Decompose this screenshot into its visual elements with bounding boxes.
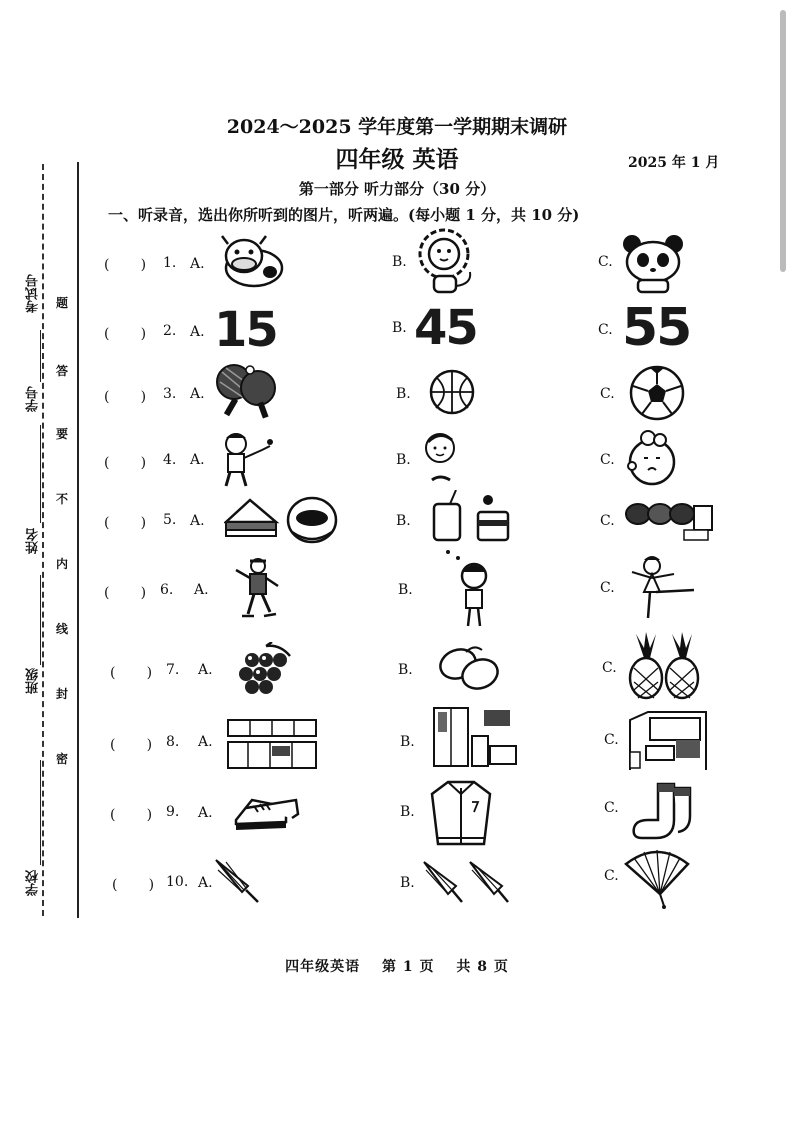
field-name-label: 姓名 [26, 528, 41, 554]
pineapples-icon [626, 630, 702, 702]
field-id-label: 学号 [26, 386, 41, 412]
part-heading: 第一部分 听力部分（30 分） [298, 180, 496, 198]
boy-icon [212, 428, 278, 490]
option-c-label: C. [600, 452, 615, 468]
jacket-icon [428, 778, 494, 846]
option-b-label: B. [400, 804, 415, 820]
field-school-label: 学校 [26, 870, 41, 896]
option-b-label: B. [396, 386, 411, 402]
answer-blank[interactable]: ( ) [112, 877, 155, 893]
kitchen-icon [226, 712, 318, 770]
panda-icon [620, 232, 686, 296]
seal-char: 线 [56, 622, 69, 636]
question-number: 7. [166, 662, 180, 678]
option-b-label: B. [396, 452, 411, 468]
cow-icon [214, 232, 286, 290]
option-a-label: A. [198, 662, 213, 678]
fan-icon [622, 846, 692, 910]
field-exam-number-label: 考试号 [26, 274, 41, 313]
exam-title: 2024～2025 学年度第一学期期末调研 [226, 116, 568, 138]
binding-line [77, 162, 79, 918]
question-number: 1. [163, 255, 177, 271]
option-a-label: A. [198, 875, 213, 891]
exam-subtitle: 四年级 英语 [335, 147, 459, 173]
option-c-label: C. [600, 513, 615, 529]
answer-blank[interactable]: ( ) [104, 585, 147, 601]
answer-blank[interactable]: ( ) [110, 665, 153, 681]
basketball-icon [428, 368, 476, 416]
section-instruction: 一、听录音，选出你所听到的图片，听两遍。(每小题 1 分，共 10 分) [108, 206, 580, 224]
juice-cake-icon [432, 490, 516, 548]
question-number: 8. [166, 734, 180, 750]
option-a-label: A. [190, 452, 205, 468]
option-b-label: B. [400, 875, 415, 891]
option-a-label: A. [198, 734, 213, 750]
mangoes-icon [438, 640, 502, 692]
seal-char: 要 [56, 427, 69, 441]
answer-blank[interactable]: ( ) [104, 455, 147, 471]
field-class-line[interactable] [40, 575, 41, 665]
option-b-label: B. [398, 582, 413, 598]
field-name-line[interactable] [40, 425, 41, 523]
seal-char: 内 [56, 557, 69, 571]
option-b-label: B. [392, 254, 407, 270]
seal-char: 密 [56, 752, 69, 766]
option-b-label: B. [398, 662, 413, 678]
field-id-line[interactable] [40, 330, 41, 382]
living-room-icon [628, 710, 708, 772]
option-c-label: C. [604, 868, 619, 884]
girl-face-icon [622, 428, 684, 490]
question-number: 3. [163, 386, 177, 402]
answer-blank[interactable]: ( ) [104, 515, 147, 531]
question-number: 5. [163, 512, 177, 528]
socks-icon [628, 780, 698, 844]
exam-date: 2025 年 1 月 [628, 155, 720, 171]
answer-blank[interactable]: ( ) [104, 257, 147, 273]
question-number: 4. [163, 452, 177, 468]
singing-girl-icon [442, 548, 498, 630]
question-number: 2. [163, 323, 177, 339]
lion-icon [414, 226, 480, 296]
option-b-label: B. [400, 734, 415, 750]
ping-pong-icon [214, 362, 280, 420]
option-a-label: A. [194, 582, 209, 598]
option-a-label: A. [190, 513, 205, 529]
sneakers-icon [232, 780, 300, 840]
footer-total: 共 8 页 [456, 959, 509, 975]
field-class-label: 班级 [26, 668, 41, 694]
field-school-line[interactable] [40, 760, 41, 865]
umbrella-icon [212, 856, 264, 906]
option-b-label: B. [392, 320, 407, 336]
option-c-label: C. [598, 322, 613, 338]
question-number: 10. [166, 874, 189, 890]
option-c-label: C. [604, 732, 619, 748]
number-15: 15 [214, 302, 277, 358]
number-55: 55 [622, 298, 691, 358]
bedroom-icon [432, 706, 518, 770]
football-icon [628, 364, 686, 422]
page-footer [0, 956, 794, 976]
answer-blank[interactable]: ( ) [104, 326, 147, 342]
option-b-label: B. [396, 513, 411, 529]
option-a-label: A. [198, 805, 213, 821]
option-a-label: A. [190, 256, 205, 272]
answer-blank[interactable]: ( ) [110, 737, 153, 753]
number-45: 45 [414, 300, 477, 356]
option-c-label: C. [598, 254, 613, 270]
two-umbrellas-icon [420, 858, 512, 906]
answer-blank[interactable]: ( ) [110, 807, 153, 823]
option-c-label: C. [600, 386, 615, 402]
cookies-milk-icon [624, 498, 718, 542]
seal-char: 不 [56, 492, 69, 506]
question-number: 6. [160, 582, 174, 598]
skating-boy-icon [232, 556, 282, 622]
option-a-label: A. [190, 324, 205, 340]
option-a-label: A. [190, 386, 205, 402]
seal-char: 封 [56, 687, 69, 701]
footer-page: 第 1 页 [382, 959, 435, 975]
option-c-label: C. [600, 580, 615, 596]
grapes-icon [236, 642, 294, 696]
question-number: 9. [166, 804, 180, 820]
seal-char: 题 [56, 296, 69, 310]
footer-subject: 四年级英语 [285, 959, 361, 975]
option-c-label: C. [602, 660, 617, 676]
dancing-girl-icon [624, 552, 698, 622]
sandwich-tea-icon [224, 496, 340, 548]
face-icon [420, 430, 464, 490]
option-c-label: C. [604, 800, 619, 816]
answer-blank[interactable]: ( ) [104, 389, 147, 405]
seal-char: 答 [56, 364, 69, 378]
